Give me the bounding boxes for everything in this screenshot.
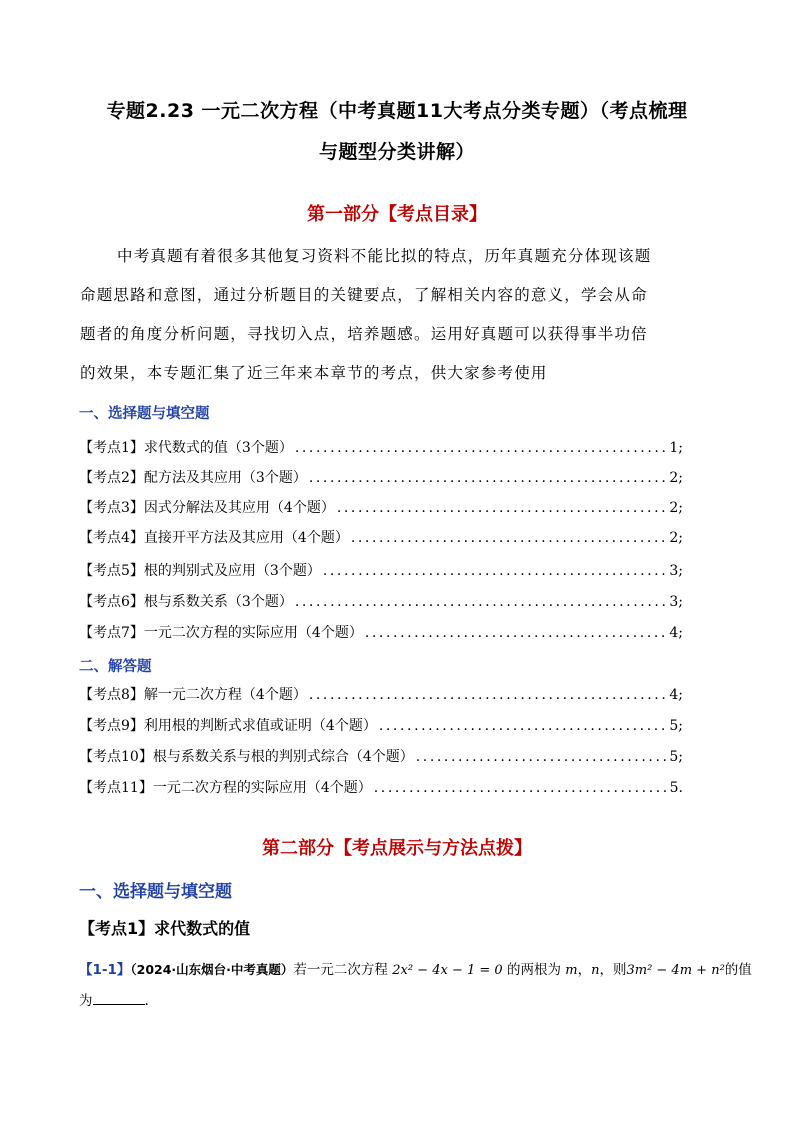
intro-line-1: 中考真题有着很多其他复习资料不能比拟的特点，历年真题充分体现该题 bbox=[117, 247, 652, 265]
toc-entry-page: 5; bbox=[669, 718, 683, 734]
question-text-c: ，则 bbox=[599, 962, 627, 978]
toc-leader-dots bbox=[323, 563, 668, 579]
question-var-n: n bbox=[591, 963, 600, 978]
toc-entry-page: 3; bbox=[669, 563, 683, 579]
toc-leader-dots bbox=[379, 718, 668, 734]
toc-leader-dots bbox=[416, 749, 668, 765]
toc-leader-dots bbox=[365, 625, 668, 641]
toc-leader-dots bbox=[351, 530, 668, 546]
question-source: （2024·山东烟台·中考真题） bbox=[130, 962, 294, 977]
toc-entry-label: 【考点11】一元二次方程的实际应用（4个题） bbox=[79, 780, 372, 796]
question-line2-suffix: . bbox=[144, 993, 149, 1009]
part2-heading: 第二部分【考点展示与方法点拨】 bbox=[262, 838, 532, 859]
toc-section1-heading: 一、选择题与填空题 bbox=[79, 406, 210, 422]
question-equation: 2x² − 4x − 1 = 0 bbox=[392, 963, 503, 978]
toc-entry-kp2[interactable] bbox=[79, 467, 683, 489]
toc-leader-dots bbox=[309, 687, 668, 703]
toc-leader-dots bbox=[295, 594, 668, 610]
intro-line-4: 的效果，本专题汇集了近三年来本章节的考点，供大家参考使用 bbox=[80, 364, 548, 382]
part1-heading: 第一部分【考点目录】 bbox=[307, 204, 487, 225]
toc-entry-page: 2; bbox=[669, 500, 683, 516]
toc-entry-page: 1; bbox=[669, 440, 683, 456]
intro-line-2: 命题思路和意图，通过分析题目的关键要点，了解相关内容的意义，学会从命 bbox=[80, 286, 648, 304]
kp1-heading: 【考点1】求代数式的值 bbox=[79, 919, 251, 938]
toc-entry-kp7[interactable] bbox=[79, 622, 683, 644]
toc-leader-dots bbox=[374, 780, 668, 796]
toc-entry-page: 4; bbox=[669, 625, 683, 641]
document-title-line2: 与题型分类讲解） bbox=[318, 141, 475, 163]
intro-line-3: 题者的角度分析问题，寻找切入点，培养题感。运用好真题可以获得事半功倍 bbox=[80, 325, 648, 343]
toc-entry-kp10[interactable] bbox=[79, 746, 683, 768]
question-line2-prefix: 为 bbox=[79, 993, 93, 1009]
toc-entry-label: 【考点10】根与系数关系与根的判别式综合（4个题） bbox=[79, 749, 414, 765]
toc-entry-kp4[interactable] bbox=[79, 527, 683, 549]
question-text-a: 若一元二次方程 bbox=[293, 962, 388, 978]
answer-blank[interactable] bbox=[93, 990, 145, 1005]
toc-entry-label: 【考点3】因式分解法及其应用（4个题） bbox=[79, 500, 335, 516]
toc-section2-heading: 二、解答题 bbox=[79, 659, 152, 675]
toc-entry-label: 【考点4】直接开平方法及其应用（4个题） bbox=[79, 530, 349, 546]
toc-entry-page: 5; bbox=[669, 749, 683, 765]
toc-leader-dots bbox=[337, 500, 668, 516]
question-text-b: 的两根为 bbox=[506, 962, 561, 978]
question-comma: ， bbox=[577, 962, 592, 978]
toc-entry-page: 3; bbox=[669, 594, 683, 610]
toc-entry-label: 【考点9】利用根的判断式求值或证明（4个题） bbox=[79, 718, 377, 734]
toc-entry-label: 【考点6】根与系数关系（3个题） bbox=[79, 594, 293, 610]
question-1-1-line2 bbox=[79, 989, 149, 1009]
question-var-m: m bbox=[565, 963, 578, 978]
toc-entry-page: 5. bbox=[669, 780, 683, 796]
toc-entry-label: 【考点1】求代数式的值（3个题） bbox=[79, 440, 293, 456]
toc-entry-label: 【考点7】一元二次方程的实际应用（4个题） bbox=[79, 625, 363, 641]
question-tag: 【1-1】 bbox=[79, 962, 131, 978]
toc-entry-label: 【考点5】根的判别式及应用（3个题） bbox=[79, 563, 321, 579]
toc-entry-kp9[interactable] bbox=[79, 715, 683, 737]
document-title-line1: 专题2.23 一元二次方程（中考真题11大考点分类专题）（考点梳理 bbox=[106, 100, 688, 122]
toc-entry-kp5[interactable] bbox=[79, 560, 683, 582]
toc-entry-kp8[interactable] bbox=[79, 684, 683, 706]
part2-section1-heading: 一、选择题与填空题 bbox=[79, 882, 232, 902]
toc-leader-dots bbox=[295, 440, 668, 456]
question-expression: 3m² − 4m + n² bbox=[626, 963, 725, 978]
toc-entry-page: 2; bbox=[669, 470, 683, 486]
toc-entry-label: 【考点8】解一元二次方程（4个题） bbox=[79, 687, 307, 703]
toc-entry-kp6[interactable] bbox=[79, 591, 683, 613]
toc-entry-label: 【考点2】配方法及其应用（3个题） bbox=[79, 470, 307, 486]
question-1-1-line1 bbox=[79, 958, 752, 978]
toc-entry-kp3[interactable] bbox=[79, 497, 683, 519]
question-text-d: 的值 bbox=[724, 962, 752, 978]
toc-entry-page: 4; bbox=[669, 687, 683, 703]
toc-entry-kp11[interactable] bbox=[79, 777, 683, 799]
toc-entry-page: 2; bbox=[669, 530, 683, 546]
toc-leader-dots bbox=[309, 470, 668, 486]
toc-entry-kp1[interactable] bbox=[79, 437, 683, 459]
